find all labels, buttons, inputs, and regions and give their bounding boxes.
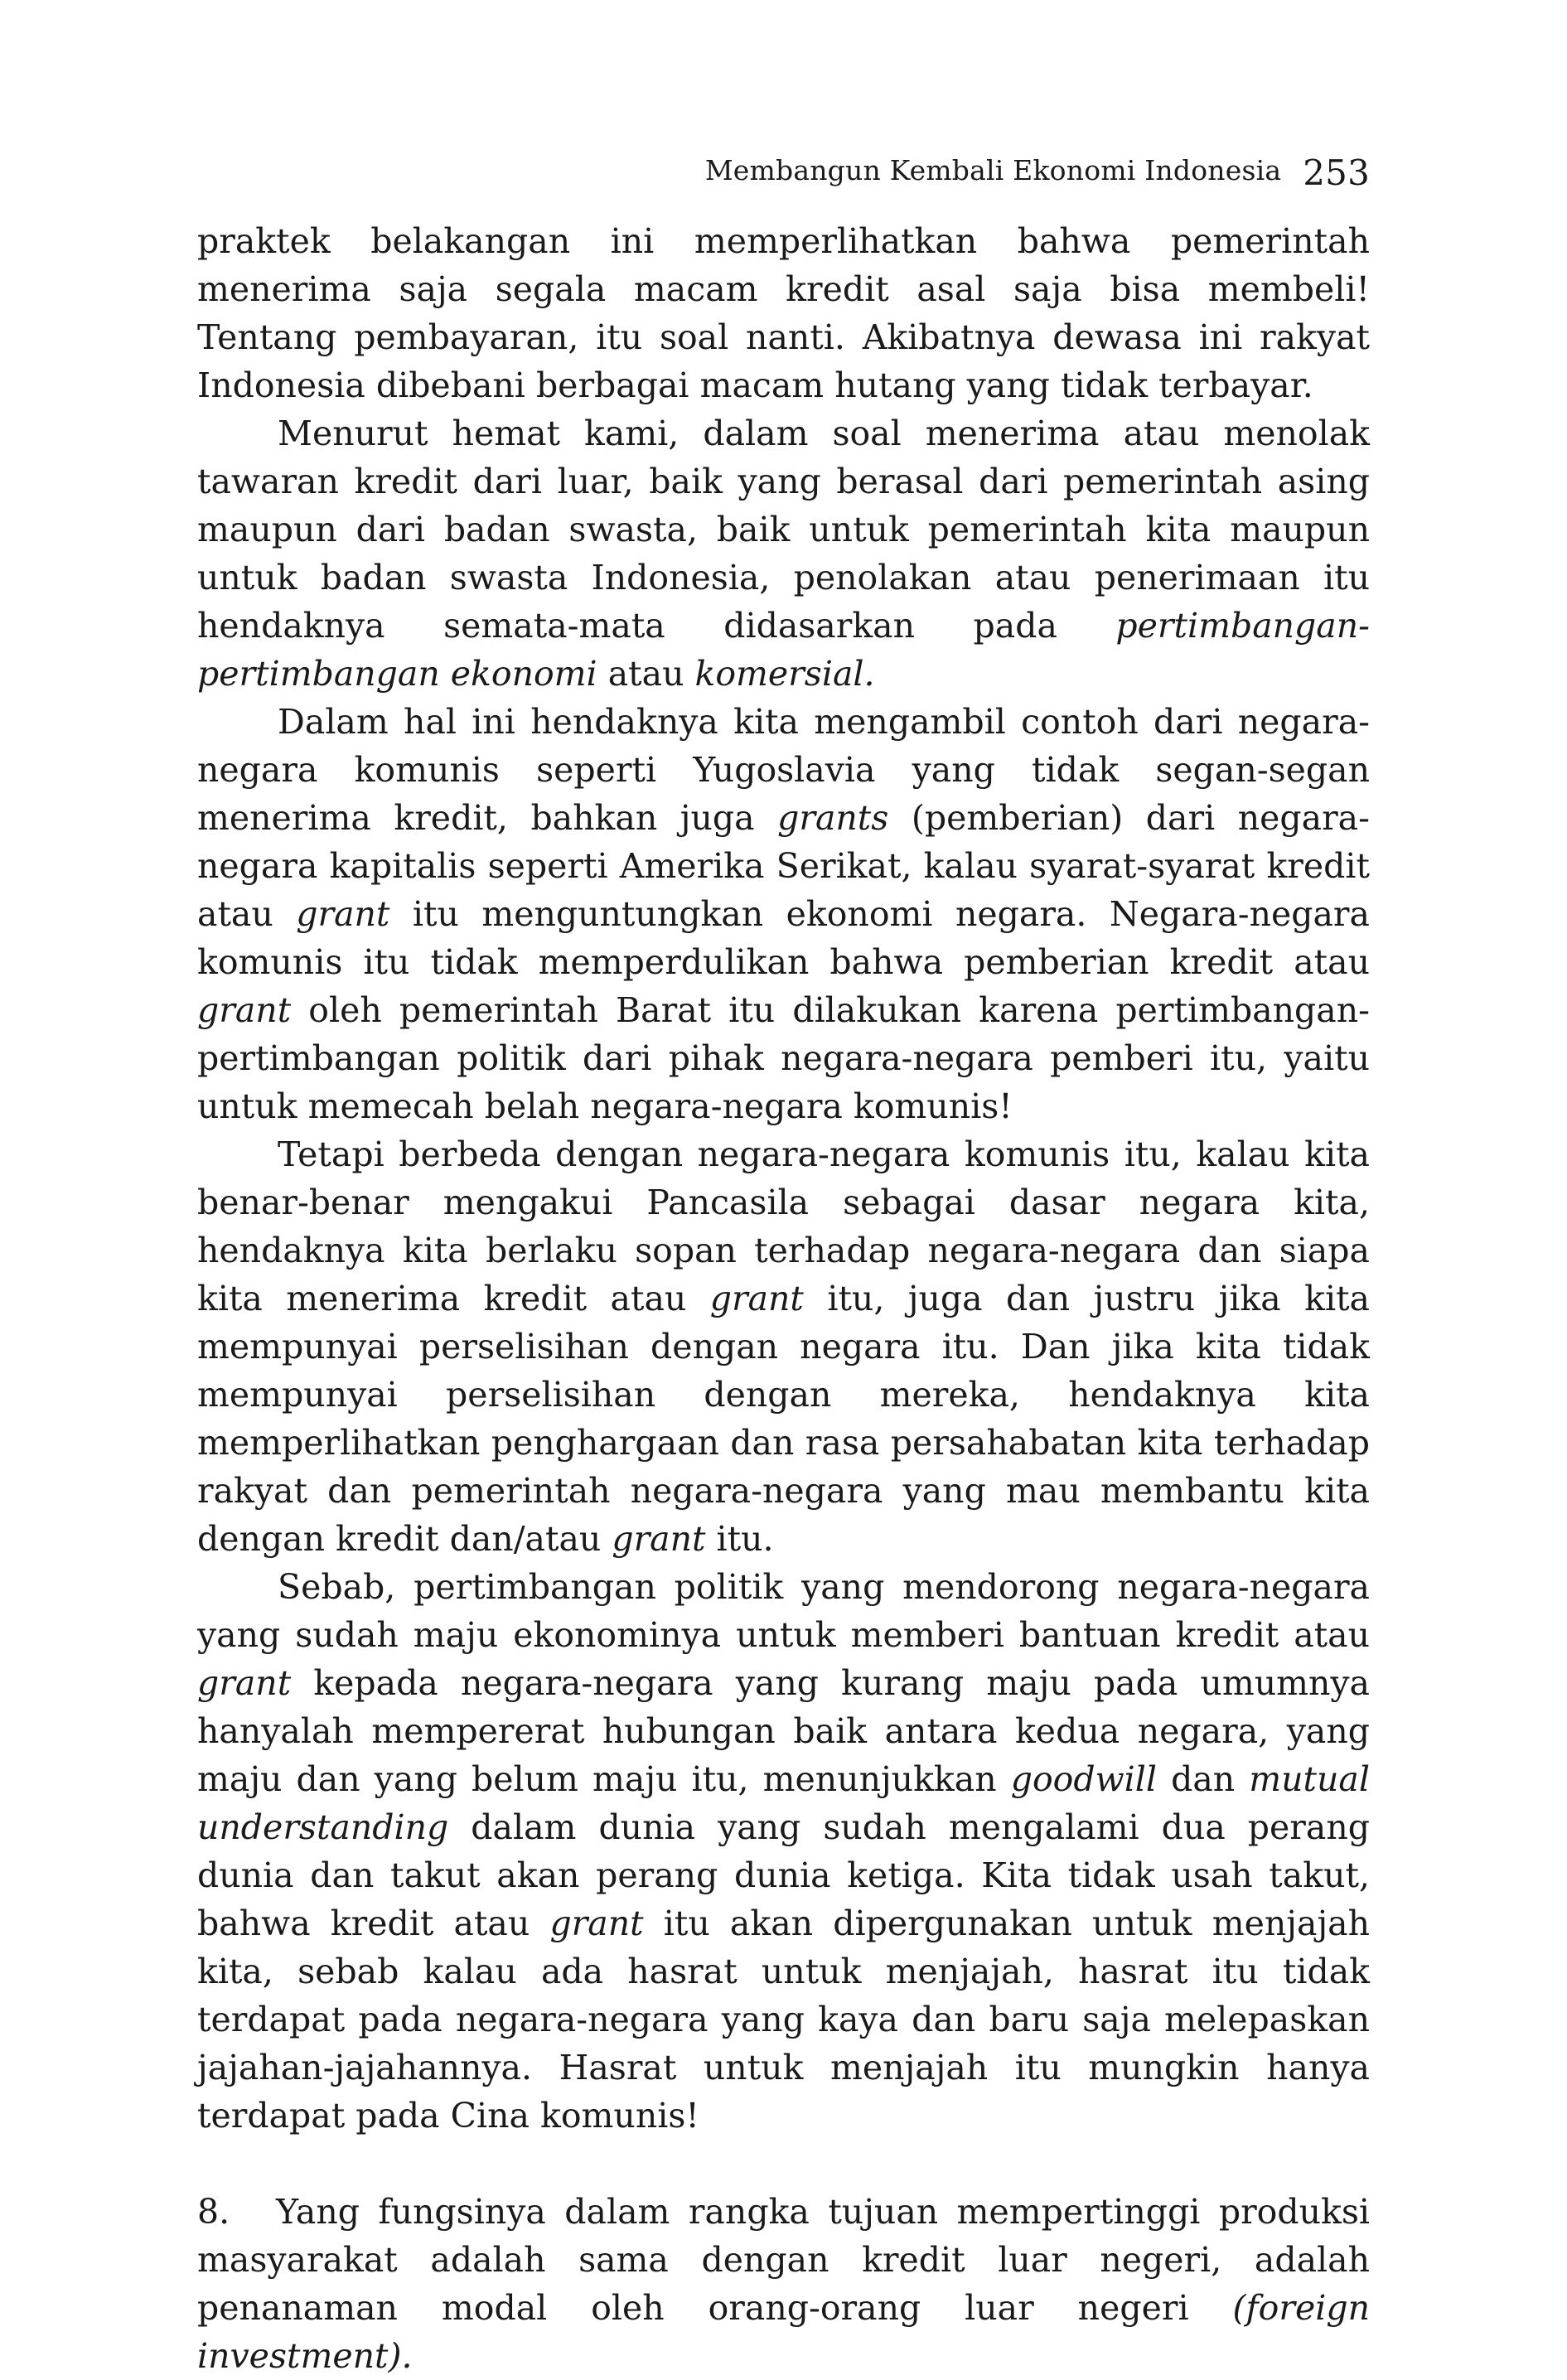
italic-term: grant [197,990,292,1030]
paragraph-5-text: kepada negara-negara yang kurang maju pada umumnya hanyalah mempererat hubungan baik antara kedua negara, yang maju dan yang belum maju itu, menunjukkan [197,1663,1370,1799]
body-text [197,217,1370,2380]
paragraph-5-text: dan [1157,1759,1250,1799]
italic-term: (foreign investment). [197,2288,1370,2376]
paragraph-2-text: Menurut hemat kami, dalam soal menerima atau menolak tawaran kredit dari luar, baik yang berasal dari pemerintah asing maupun dari badan swasta, baik untuk pemerintah kita maupun untuk badan swasta Indonesia, penolakan atau penerimaan itu hendaknya semata-mata didasarkan pada [197,414,1370,646]
italic-term: pertimbangan-pertimbangan ekonomi [197,606,1370,694]
paragraph-5-text: dalam dunia yang sudah mengalami dua perang dunia dan takut akan perang dunia ketiga. Kita tidak usah takut, bahwa kredit atau [197,1807,1370,1943]
italic-term: goodwill [1010,1759,1157,1799]
running-title: Membangun Kembali Ekonomi Indonesia [704,154,1282,186]
paragraph-4-text: Tetapi berbeda dengan negara-negara komunis itu, kalau kita benar-benar mengakui Pancasila sebagai dasar negara kita, hendaknya kita berlaku sopan terhadap negara-negara dan siapa kita menerima kredit atau [197,1134,1370,1318]
italic-term: grant [296,894,390,934]
paragraph-3-text: oleh pemerintah Barat itu dilakukan karena pertimbangan-pertimbangan politik dari pihak negara-negara pemberi itu, yaitu untuk memecah belah negara-negara komunis! [197,990,1370,1126]
paragraph-5 [197,1563,1370,2140]
page-number: 253 [1303,152,1370,193]
paragraph-4 [197,1130,1370,1563]
paragraph-3-text: Dalam hal ini hendaknya kita mengambil contoh dari negara-negara komunis seperti Yugoslavia yang tidak segan-segan menerima kredit, bahkan juga [197,702,1370,838]
numbered-point-text: Yang fungsinya dalam rangka tujuan mempertinggi produksi masyarakat adalah sama dengan kredit luar negeri, adalah penanaman modal oleh orang-orang luar negeri [197,2192,1370,2328]
paragraph-1-text: praktek belakangan ini memperlihatkan bahwa pemerintah menerima saja segala macam kredit asal saja bisa membeli! Tentang pembayaran, itu soal nanti. Akibatnya dewasa ini rakyat Indonesia dibebani berbagai macam hutang yang tidak terbayar. [197,221,1370,405]
paragraph-3-text: (pemberian) dari negara-negara kapitalis seperti Amerika Serikat, kalau syarat-syarat kredit atau [197,798,1370,934]
paragraph-5-text: Sebab, pertimbangan politik yang mendorong negara-negara yang sudah maju ekonominya untuk memberi bantuan kredit atau [197,1567,1370,1655]
paragraph-4-text: itu. [705,1519,774,1559]
paragraph-4-text: itu, juga dan justru jika kita mempunyai perselisihan dengan negara itu. Dan jika kita tidak mempunyai perselisihan dengan mereka, hendaknya kita memperlihatkan penghargaan dan rasa persahabatan kita terhadap rakyat dan pemerintah negara-negara yang mau membantu kita dengan kredit dan/atau [197,1279,1370,1559]
italic-term: grant [549,1904,644,1943]
paragraph-3-text: itu menguntungkan ekonomi negara. Negara-negara komunis itu tidak memperdulikan bahwa pemberian kredit atau [197,894,1370,982]
paragraph-5-text: itu akan dipergunakan untuk menjajah kita, sebab kalau ada hasrat untuk menjajah, hasrat itu tidak terdapat pada negara-negara yang kaya dan baru saja melepaskan jajahan-jajahannya. Hasrat untuk menjajah itu mungkin hanya terdapat pada Cina komunis! [197,1904,1371,2136]
numbered-point-8 [197,2188,1370,2380]
paragraph-2-text: atau [597,654,695,694]
paragraph-1 [197,217,1370,409]
italic-term: grant [612,1519,706,1559]
italic-term: grants [777,798,889,838]
italic-term: mutual understanding [197,1759,1370,1847]
paragraph-3 [197,698,1370,1130]
paragraph-2 [197,409,1370,698]
italic-term: grant [709,1279,804,1318]
italic-term: grant [197,1663,292,1703]
italic-term: komersial. [694,654,875,694]
running-header [704,148,1370,193]
point-number: 8. [197,2192,230,2232]
